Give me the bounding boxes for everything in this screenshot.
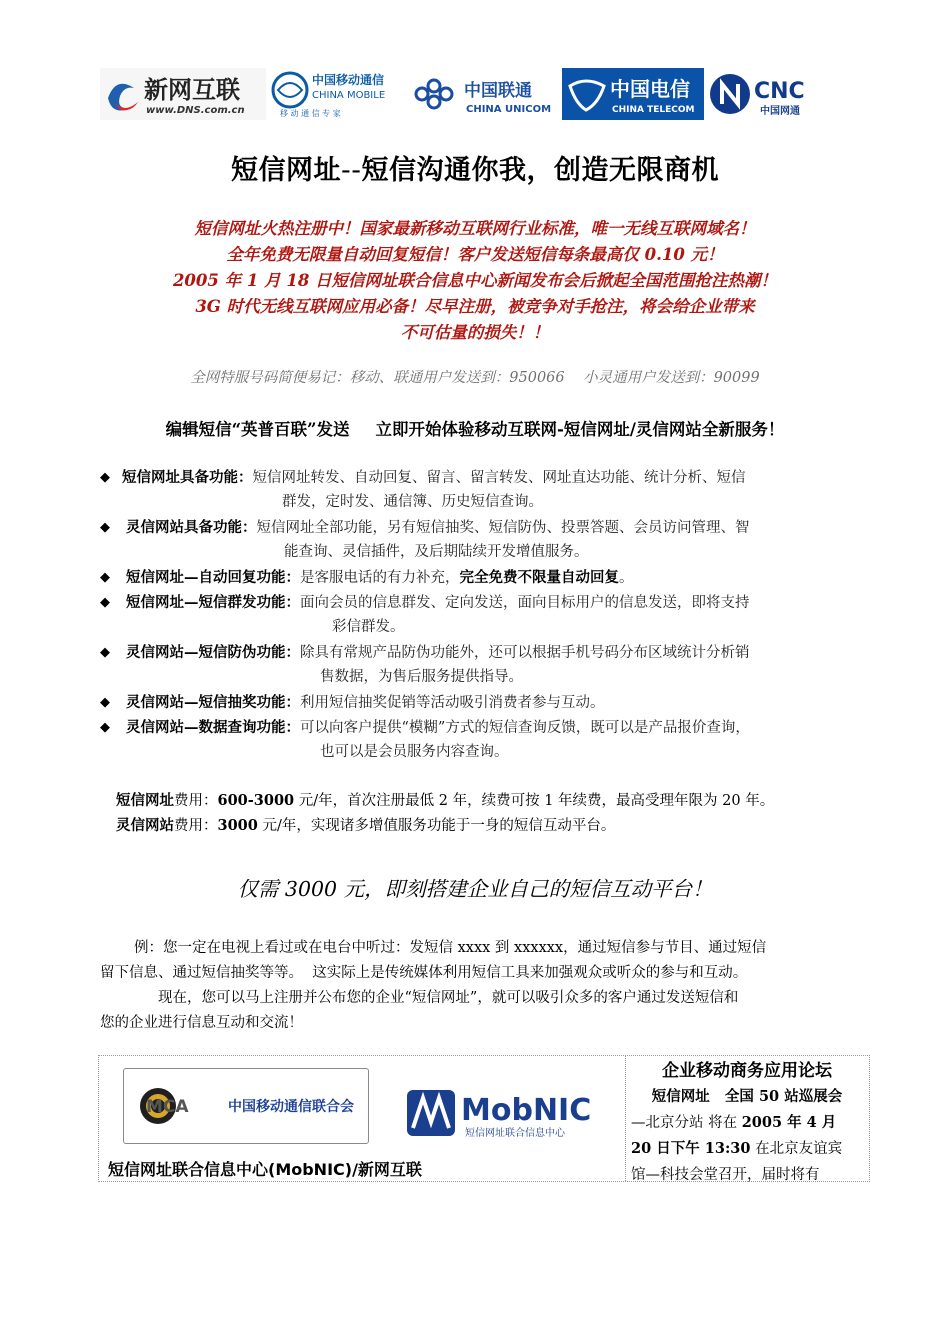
china-mobile-logo <box>270 68 402 120</box>
fee-desc: 元/年，首次注册最低 2 年，续费可按 1 年续费，最高受理年限为 20 年。 <box>294 793 775 809</box>
forum-text: 在北京友谊宾 <box>755 1141 843 1157</box>
title-dashes: -- <box>341 155 362 186</box>
footer-caption: 短信网址联合信息中心(MobNIC)/新网互联 <box>108 1160 422 1179</box>
feature-desc-cont: 能查询、灵信插件，及后期陆续开发增值服务。 <box>284 544 589 560</box>
feature-desc-cont: 彩信群发。 <box>332 619 405 635</box>
headline-line: 不可估量的损失！！ <box>400 323 550 342</box>
edit-sms-right: 立即开始体验移动互联网-短信网址/灵信网站全新服务！ <box>375 420 785 439</box>
cnc-name: CNC <box>754 79 805 104</box>
headline-line: 全年免费无限量自动回复短信！客户发送短信每条最高仅 0.10 元！ <box>226 245 724 264</box>
feature-label: 灵信网站—短信抽奖功能： <box>126 694 300 711</box>
feature-desc: 短信网址转发、自动回复、留言、留言转发、网址直达功能、统计分析、短信 <box>252 470 746 486</box>
fee-line-site <box>116 813 615 839</box>
china-unicom-name: 中国联通 <box>464 81 532 101</box>
dns-logo-name: 新网互联 <box>144 76 240 104</box>
fee-desc: 元/年，实现诸多增值服务功能于一身的短信互动平台。 <box>257 818 616 834</box>
feature-label: 短信网址—自动回复功能： <box>126 569 300 586</box>
bullet-icon: ◆ <box>100 695 110 710</box>
mobnic-sub: 短信网址联合信息中心 <box>465 1128 565 1139</box>
footer-divider <box>625 1056 626 1181</box>
bullet-icon: ◆ <box>100 720 110 735</box>
forum-subtitle: 短信网址 全国 50 站巡展会 <box>651 1088 843 1105</box>
feature-desc: 短信网址全部功能，另有短信抽奖、短信防伪、投票答题、会员访问管理、智 <box>256 520 750 536</box>
slogan: 仅需 3000 元，即刻搭建企业自己的短信互动平台！ <box>237 877 713 901</box>
bullet-icon: ◆ <box>100 520 110 535</box>
fee-amount: 600-3000 <box>217 792 295 809</box>
title-right: 短信沟通你我，创造无限商机 <box>361 155 719 186</box>
dns-logo-sub: www.DNS.com.cn <box>146 105 245 116</box>
headline-line: 短信网址火热注册中！国家最新移动互联网行业标准，唯一无线互联网域名！ <box>194 219 756 238</box>
forum-text: 馆—科技会堂召开，届时将有 <box>631 1167 820 1183</box>
feature-desc-tail: 。 <box>619 570 634 586</box>
fee-line-sms-url <box>116 788 774 814</box>
china-telecom-name: 中国电信 <box>610 77 690 101</box>
china-telecom-en: CHINA TELECOM <box>612 105 695 115</box>
bullet-icon: ◆ <box>100 570 110 585</box>
feature-desc-cont: 群发，定时发、通信簿、历史短信查询。 <box>282 494 543 510</box>
bullet-icon: ◆ <box>100 595 110 610</box>
headline-line: 2005 年 1 月 18 日短信网址联合信息中心新闻发布会后掀起全国范围抢注热潮！ <box>172 271 778 290</box>
feature-desc: 利用短信抽奖促销等活动吸引消费者参与互动。 <box>300 695 605 711</box>
fee-name: 短信网址 <box>116 792 174 809</box>
fee-label: 费用： <box>174 793 218 809</box>
edit-sms-left: 编辑短信“英普百联”发送 <box>165 420 350 439</box>
fee-amount: 3000 <box>217 817 258 834</box>
example-paragraph <box>100 936 852 1036</box>
title-left: 短信网址 <box>231 155 341 186</box>
feature-desc: 可以向客户提供“模糊”方式的短信查询反馈，既可以是产品报价查询， <box>300 720 750 736</box>
feature-desc-cont: 售数据，为售后服务提供指导。 <box>320 669 523 685</box>
forum-announcement <box>629 1058 865 1188</box>
service-number-line: 全网特服号码简便易记：移动、联通用户发送到：950066 小灵通用户发送到：90099 <box>190 370 760 386</box>
forum-time: 20 日下午 13:30 <box>631 1140 751 1157</box>
mobnic-mark: MobNIC <box>461 1093 592 1128</box>
mca-name: 中国移动通信联合会 <box>228 1099 354 1115</box>
page-title <box>0 148 950 187</box>
dns-logo-mark <box>100 68 266 120</box>
mca-logo <box>123 1068 369 1144</box>
feature-desc: 除具有常规产品防伪功能外，还可以根据手机号码分布区域统计分析销 <box>300 645 750 661</box>
feature-label: 短信网址具备功能： <box>122 469 253 486</box>
footer-logos <box>99 1056 621 1181</box>
forum-date: 2005 年 4 月 <box>741 1114 837 1131</box>
china-mobile-en: CHINA MOBILE <box>312 90 386 101</box>
forum-title: 企业移动商务应用论坛 <box>662 1061 832 1081</box>
headline-line: 3G 时代无线互联网应用必备！尽早注册，被竞争对手抢注，将会给企业带来 <box>195 297 755 316</box>
dns-logo <box>100 68 266 120</box>
feature-emphasis: 完全免费不限量自动回复 <box>459 569 619 586</box>
paragraph-line: 留下信息、通过短信抽奖等等。 这实际上是传统媒体利用短信工具来加强观众或听众的参与和互动。 <box>100 965 748 981</box>
forum-body <box>629 1110 865 1188</box>
mca-mark: MCA <box>146 1097 189 1117</box>
mobnic-emblem-icon <box>407 1090 455 1136</box>
headline-block <box>100 216 850 346</box>
fee-name: 灵信网站 <box>116 817 174 834</box>
fee-label: 费用： <box>174 818 218 834</box>
paragraph-line: 现在，您可以马上注册并公布您的企业“短信网址”，就可以吸引众多的客户通过发送短信和 <box>158 990 739 1006</box>
bullet-icon: ◆ <box>100 470 110 485</box>
feature-label: 短信网址—短信群发功能： <box>126 594 300 611</box>
forum-text: —北京分站 将在 <box>631 1115 738 1131</box>
china-mobile-name: 中国移动通信 <box>312 73 385 87</box>
feature-label: 灵信网站—数据查询功能： <box>126 719 300 736</box>
feature-desc-cont: 也可以是会员服务内容查询。 <box>320 744 509 760</box>
cnc-sub: 中国网通 <box>760 106 800 117</box>
china-unicom-knot-icon <box>416 80 452 108</box>
bullet-icon: ◆ <box>100 645 110 660</box>
edit-sms-line <box>100 416 850 440</box>
china-telecom-logo <box>562 68 704 120</box>
feature-desc: 面向会员的信息群发、定向发送，面向目标用户的信息发送，即将支持 <box>300 595 750 611</box>
feature-label: 灵信网站—短信防伪功能： <box>126 644 300 661</box>
mobnic-logo <box>401 1076 597 1148</box>
paragraph-line: 例：您一定在电视上看过或在电台中听过：发短信 xxxx 到 xxxxxx，通过短信参与节目、通过短信 <box>134 940 767 956</box>
feature-label: 灵信网站具备功能： <box>126 519 257 536</box>
feature-desc: 是客服电话的有力补充， <box>300 570 460 586</box>
cnc-logo <box>708 68 822 120</box>
china-telecom-emblem-icon <box>570 81 604 110</box>
china-mobile-sub: 移 动 通 信 专 家 <box>280 109 341 118</box>
china-unicom-logo <box>408 68 558 120</box>
paragraph-line: 您的企业进行信息互动和交流！ <box>100 1015 303 1031</box>
china-unicom-en: CHINA UNICOM <box>466 104 552 115</box>
footer-banner <box>98 1055 870 1182</box>
